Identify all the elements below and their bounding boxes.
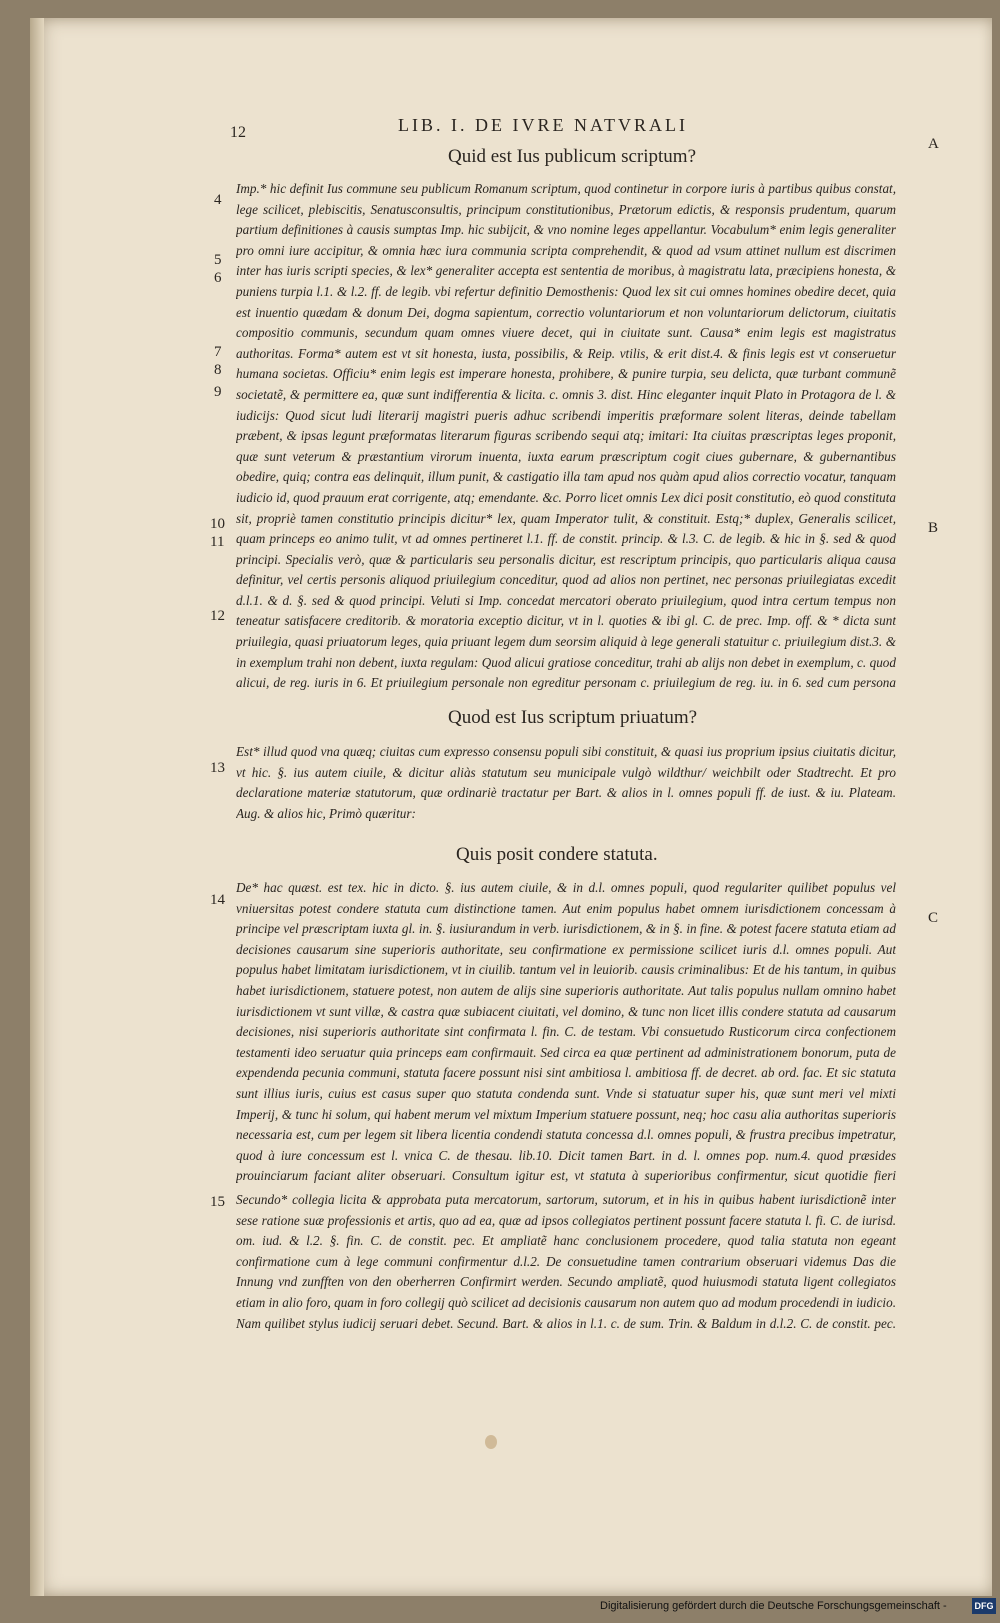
section-body-public: Imp.* hic definit Ius commune seu publicum Romanum scriptum, quod continetur in corpore iuris à partibus quibus constat, lege scilicet, plebiscitis, Senatusconsultis, principum constitutionibus, Prætorum edictis, & responsis prudentum, quarum partium definitiones à causis sumptas Imp. hic subijcit, & vno nomine leges appellantur. Vocabulum* enim legis generaliter pro omni iure accipitur, & omnia hæc iura communia scripta comprehendit, & quod ad vsum attinet nullum est discrimen inter has iuris scripti species, & lex* generaliter accepta est sententia de moribus, à magistratu lata, præcipiens honesta, & puniens turpia l.1. & l.2. ff. de legib. vbi refertur definitio Demosthenis: Quod lex sit cui omnes homines obedire decet, quia est inuentio quædam & donum Dei, dogma sapientum, correctio voluntariorum et non voluntariorum delictorum, ciuitatis compositio communis, secundum quam omnes viuere decet, qui in ciuitate sunt. Causa* enim legis est magistratus authoritas. Forma* autem est vt sit honesta, iusta, possibilis, & Reip. vtilis, & erit dist.4. & finis legis est vt conseruetur humana societas. Officiu* enim legis est imperare honesta, prohibere, & punire turpia, seu delicta, quæ turbant communẽ societatẽ, & permittere ea, quæ sunt indifferentia & licita. c. omnis 3. dist. Hinc eleganter inquit Plato in Protagora de l. & iudicijs: Quod sicut ludi literarij magistri pueris adhuc scribendi imperitis præformare solent literas, deinde tabellam præbent, & ipsas legunt præformatas literarum figuras scribendo sequi atq; imitari: Ita ciuitas præscriptas leges proponit, quæ sunt veterum & præstantium virorum inuenta, iuxta earum præscriptum cogit ciues gubernare, & gubernantibus obedire, quiq; contra eas delinquit, illum punit, & castigatio illa tam apud nos quàm apud alios correctio vocatur, tanquam iudicio id, quod prauum erat corrigente, atq; emendante. &c. Porro licet omnis Lex dici posit constitutio, eò quod constituta sit, propriè tamen constitutio principis dicitur* lex, quam Imperator tulit, & constituit. Estq;* duplex, Generalis scilicet, quam princeps eo animo tulit, vt ad omnes pertineret l.1. ff. de constit. princip. & l.3. C. de legib. & hic in §. sed & quod principi. Specialis verò, quæ & particularis seu personalis dicitur, est rescriptum principis, quo particularis aliqua causa definitur, vel certis personis aliquod priuilegium conceditur, quod ad alios non pertinet, nec personas priuilegiatas excedit d.l.1. & d. §. sed & quod principi. Veluti si Imp. concedat mercatori oberato priuilegium, quod intra certum tempus non teneatur satisfacere creditorib. & moratoria exceptio dicitur, vt in l. quoties & ibi gl. C. de prec. Imp. off. & * dicta sunt priuilegia, quasi priuatorum leges, quia priuant legem dum seorsim aliquid à lege generali statuitur c. priuilegium dist.3. & in exemplum trahi non debent, iuxta regulam: Quod alicui gratiose conceditur, trahi ab alijs non debet in exemplum, c. quod alicui, de reg. iuris in 6. Et priuilegium personale non egreditur personam c. priuilegium de reg. iu. in 6. sed cum persona <box>236 181 896 691</box>
running-title: LIB. I. DE IVRE NATVRALI <box>398 115 688 135</box>
margin-number: 10 <box>210 516 225 532</box>
margin-number: 11 <box>210 534 225 550</box>
section-heading-statutes: Quis posit condere statuta. <box>456 844 658 865</box>
margin-number: 4 <box>214 192 222 208</box>
margin-number: 15 <box>210 1194 225 1210</box>
page-number: 12 <box>230 124 246 141</box>
margin-letter-a: A <box>928 136 939 152</box>
margin-number: 7 <box>214 344 222 360</box>
section-body-statutes: De* hac quæst. est tex. hic in dicto. §. ius autem ciuile, & in d.l. omnes populi, quod regulariter quilibet populus vel vniuersitas potest condere statuta cum distinctione tamen. Aut enim populus habet omnem iurisdictionem concessam à principe vel præscriptam iuxta gl. in. §. iusiurandum in verb. iurisdictionem, & in §. in fine. & potest facere statuta etiam ad decisiones causarum sine superioris authoritate, seu confirmatione ex permissione scilicet iuris d.l. omnes populi. Aut populus habet limitatam iurisdictionem, vt in ciuilib. tantum vel in leuiorib. causis criminalibus: Et de his tantum, in quibus habet iurisdictionem, statuere potest, non autem de alijs sine superioris authoritate. Aut talis populus nullam omnino habet iurisdictionem vt sunt villæ, & castra quæ subiacent ciuitati, vel domino, & tunc non licet illis condere statuta ad causarum decisiones, nisi superioris authoritate sint confirmata l. fin. C. de testam. Vbi consuetudo Rusticorum circa confectionem testamenti ideo seruatur quia princeps eam confirmauit. Sed circa ea quæ pertinent ad administrationem bonorum, puta de expendenda pecunia communi, statuta facere possunt nisi sint ambitiosa l. ambitiosa ff. de decret. ab ord. fac. Et sic statuta sunt illius iuris, cuius est casus super quo statuta condenda sunt. Vnde si statuatur super his, quæ sunt meri vel mixti Imperij, & tunc hi solum, qui habent merum vel mixtum Imperium statuere possunt, neq; hoc casu alia authoritas superioris necessaria est, cum per legem sit libera licentia condendi statuta concessa d.l. omnes populi, & frustra precibus impetratur, quod à iure concessum est l. vnica C. de thesau. lib.10. Dicit tamen Bart. in d. l. omnes pop. num.4. quod præsides prouinciarum faciant aliter obseruari. Consultum igitur est, vt statuta à superioribus confirmentur, sicut quotidie fieri <box>236 880 896 1184</box>
section-heading-public: Quid est Ius publicum scriptum? <box>448 146 697 167</box>
margin-number: 8 <box>214 362 222 378</box>
margin-number: 14 <box>210 892 225 908</box>
digitization-footer: Digitalisierung gefördert durch die Deutsche Forschungsgemeinschaft - <box>600 1600 947 1612</box>
margin-number: 13 <box>210 760 225 776</box>
margin-number: 9 <box>214 384 222 400</box>
margin-number: 6 <box>214 270 222 286</box>
margin-number: 12 <box>210 608 225 624</box>
page-gutter <box>30 18 44 1596</box>
section-body-collegia: Secundo* collegia licita & approbata puta mercatorum, sartorum, sutorum, et in his in quibus habent iurisdictionẽ inter sese ratione suæ professionis et artis, quo ad ea, quæ ad ipsos collegiatos pertinent possunt facere statuta l. fi. C. de iurisd. om. iud. & l.2. §. fin. C. de constit. pec. Et ampliatẽ hanc conclusionem procedere, quod talia statuta non egeant confirmatione cum à lege communi confirmentur d.l.2. De consuetudine tamen contrarium obseruari videmus Das die Innung vnd zunfften von den oberherren Confirmirt werden. Secundo ampliatẽ, quod huiusmodi statuta ligent collegiatos etiam in alio foro, quam in foro collegij quò scilicet ad decisionis causarum non autem quo ad modum procedendi in iudicio. Nam quilibet stylus iudicij seruari debet. Secund. Bart. & alios in l.1. c. de sum. Trin. & Baldum in d.l.2. C. de constit. pec. <box>236 1192 896 1331</box>
margin-number: 5 <box>214 252 222 268</box>
margin-letter-c: C <box>928 910 939 926</box>
section-body-private: Est* illud quod vna quæq; ciuitas cum expresso consensu populi sibi constituit, & quasi ius proprium ipsius ciuitatis dicitur, vt hic. §. ius autem ciuile, & dicitur aliàs statutum seu municipale vulgò wildthur/ weichbilt oder Stadtrecht. Et pro declaratione materiæ statutorum, quæ ordinariè tractatur per Bart. & alios in l. omnes populi ff. de iust. & iu. Plateam. Aug. & alios hic, Primò quæritur: <box>236 744 896 821</box>
dfg-logo: DFG <box>972 1598 996 1614</box>
paper-stain <box>485 1435 497 1449</box>
section-heading-private: Quod est Ius scriptum priuatum? <box>448 707 698 728</box>
margin-letter-b: B <box>928 520 939 536</box>
